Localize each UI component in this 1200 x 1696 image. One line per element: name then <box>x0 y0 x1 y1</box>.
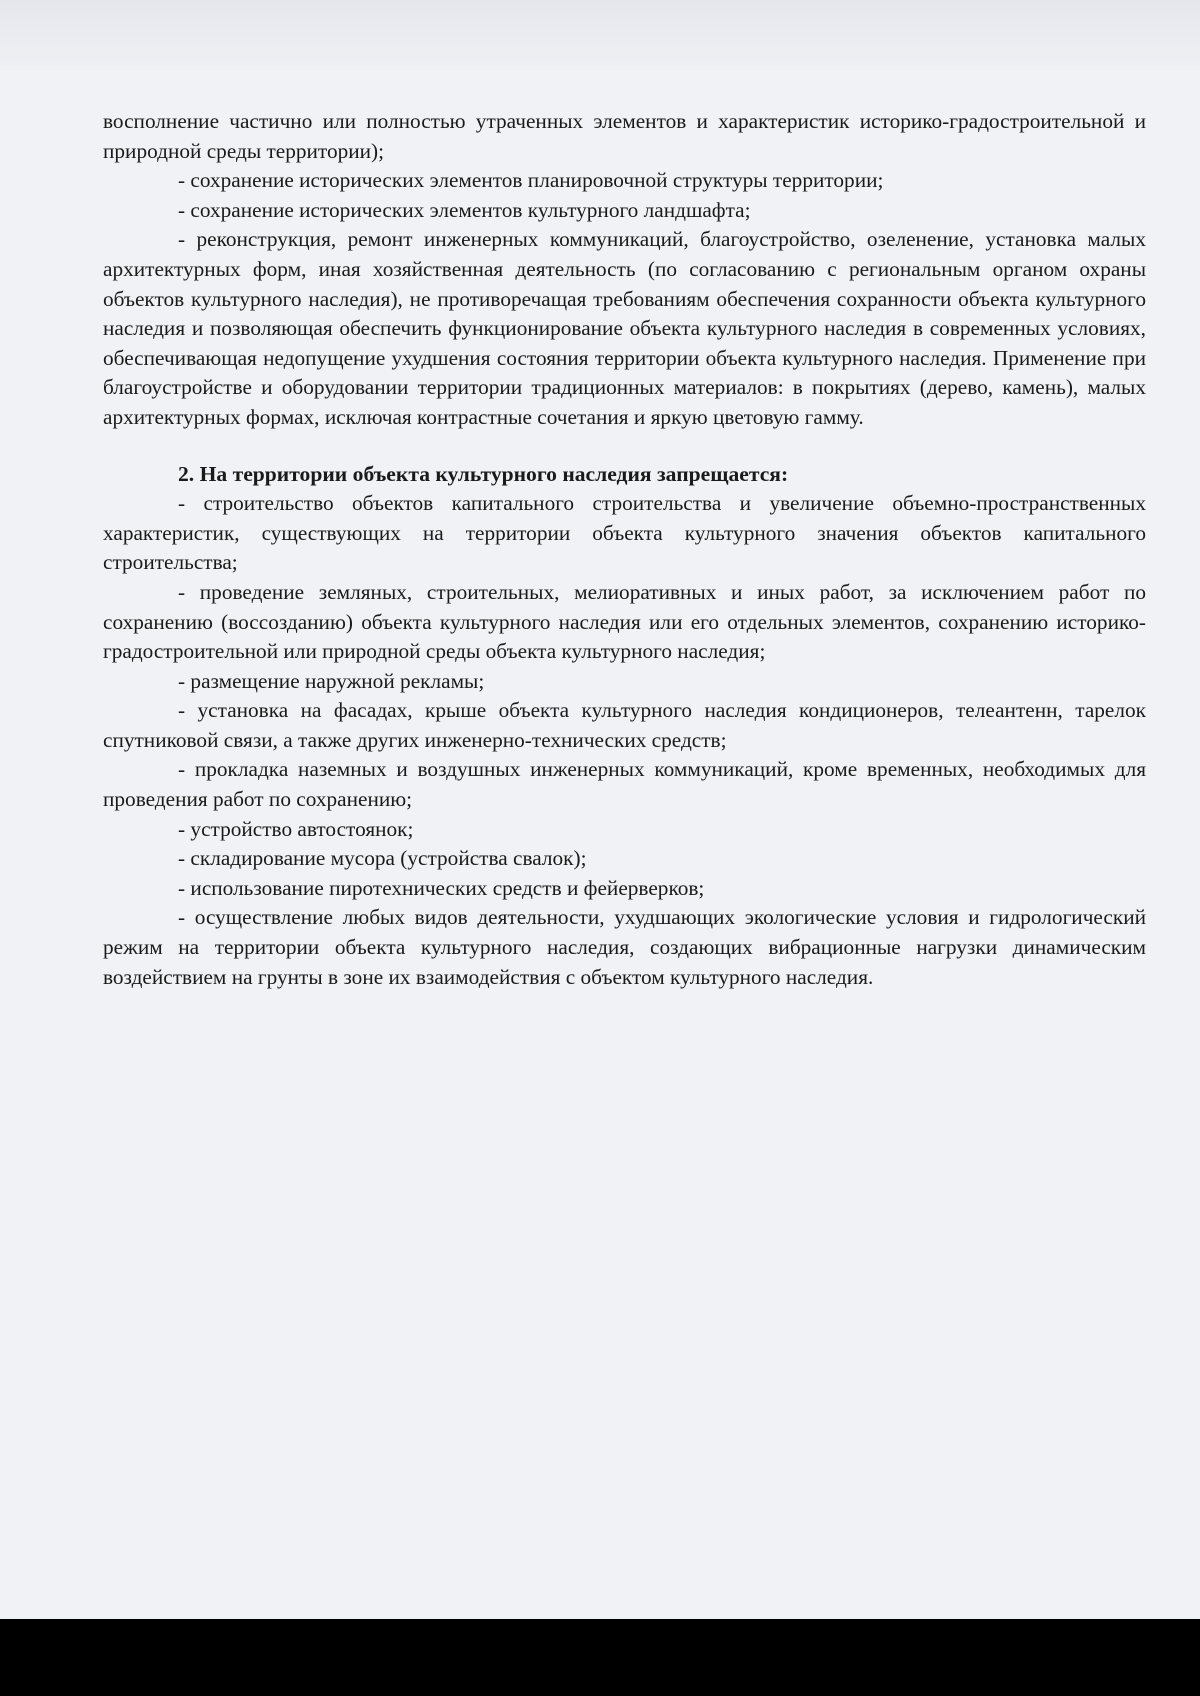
forbidden-item: - складирование мусора (устройства свалок); <box>178 846 587 871</box>
forbidden-item: - установка на фасадах, крыше объекта культурного наследия кондиционеров, телеантенн, тарелок спутниковой связи, а также других инженерно-технических средств; <box>103 698 1146 752</box>
continuation-paragraph: восполнение частично или полностью утраченных элементов и характеристик историко-градостроительной и природной среды территории); <box>103 109 1146 163</box>
forbidden-item: - осуществление любых видов деятельности, ухудшающих экологические условия и гидрологический режим на территории объекта культурного наследия, создающих вибрационные нагрузки динамическим воздействием на грунты в зоне их взаимодействия с объектом культурного наследия. <box>103 905 1146 989</box>
document-body <box>103 107 1146 992</box>
forbidden-item: - строительство объектов капитального строительства и увеличение объемно-пространственных характеристик, существующих на территории объекта культурного значения объектов капитального строительства; <box>103 491 1146 575</box>
forbidden-item: - проведение земляных, строительных, мелиоративных и иных работ, за исключением работ по сохранению (воссозданию) объекта культурного наследия или его отдельных элементов, сохранению историко-градостроительной или природной среды объекта культурного наследия; <box>103 579 1146 664</box>
allowed-item: - сохранение исторических элементов культурного ландшафта; <box>178 197 751 222</box>
allowed-item: - сохранение исторических элементов планировочной структуры территории; <box>178 168 884 193</box>
forbidden-item: - использование пиротехнических средств и фейерверков; <box>178 875 705 900</box>
forbidden-item: - прокладка наземных и воздушных инженерных коммуникаций, кроме временных, необходимых для проведения работ по сохранению; <box>103 757 1146 812</box>
forbidden-item: - устройство автостоянок; <box>178 816 414 841</box>
allowed-item: - реконструкция, ремонт инженерных коммуникаций, благоустройство, озеленение, установка малых архитектурных форм, иная хозяйственная деятельность (по согласованию с региональным органом охраны объектов культурного наследия), не противоречащая требованиям обеспечения сохранности объекта культурного наследия и позволяющая обеспечить функционирование объекта культурного наследия в современных условиях, обеспечивающая недопущение ухудшения состояния территории объекта культурного наследия. Применение при благоустройстве и оборудовании территории традиционных материалов: в покрытиях (дерево, камень), малых архитектурных формах, исключая контрастные сочетания и яркую цветовую гамму. <box>103 227 1146 429</box>
scan-bottom-border <box>0 1619 1200 1696</box>
section-2-heading: 2. На территории объекта культурного наследия запрещается: <box>178 461 789 486</box>
forbidden-item: - размещение наружной рекламы; <box>178 668 485 693</box>
scan-shadow <box>0 0 1200 70</box>
